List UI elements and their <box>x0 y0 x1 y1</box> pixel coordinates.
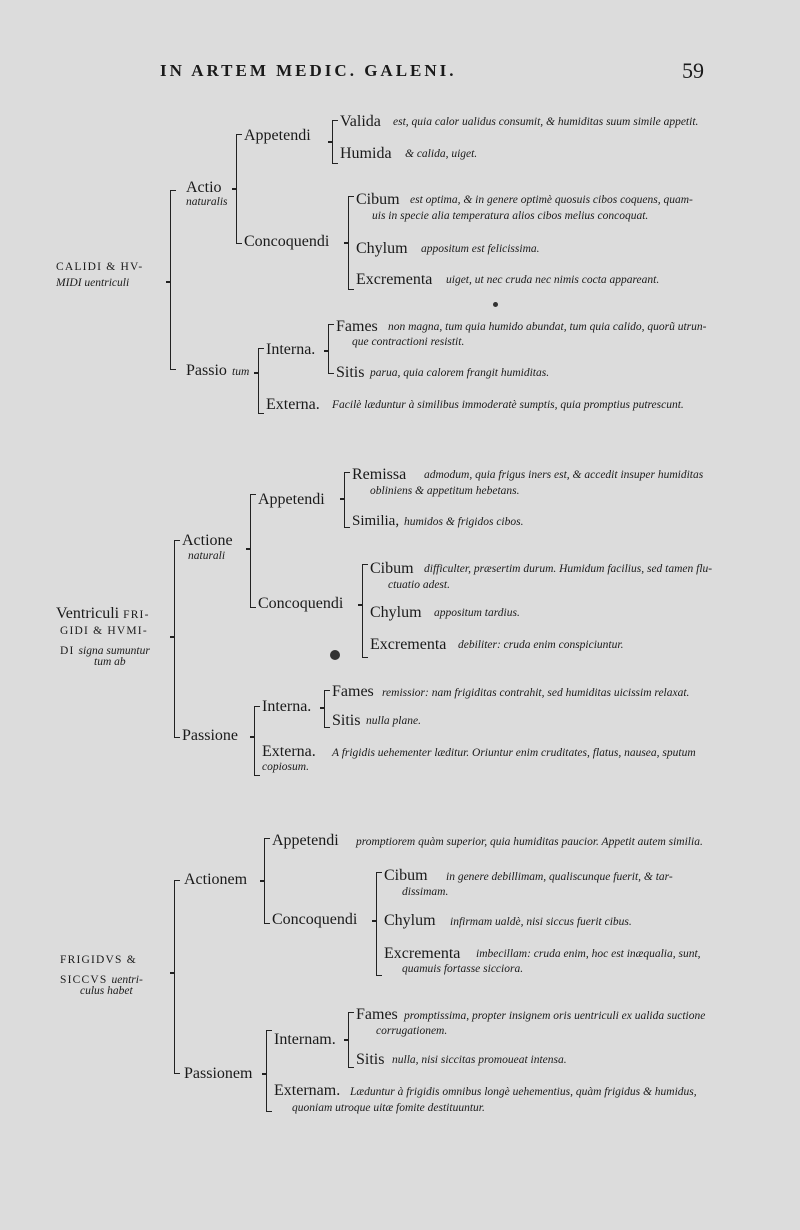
s2-remissa-desc2: obliniens & appetitum hebetans. <box>370 485 520 497</box>
s1-actio-bracket <box>236 134 242 244</box>
s1-externa-desc: Facilè læduntur à similibus immoderatè sumptis, quia promptius putrescunt. <box>332 399 684 411</box>
s2-remissa: Remissa <box>352 466 407 483</box>
s2-passione-bracket <box>254 706 260 776</box>
s2-concoquendi: Concoquendi <box>258 595 344 612</box>
s2-excrementa-desc: debiliter: cruda enim conspiciuntur. <box>458 639 624 651</box>
s2-externa-desc1: A frigidis uehementer læditur. Oriuntur enim cruditates, flatus, nausea, sputum <box>332 747 696 759</box>
s2-passione: Passione <box>182 727 238 744</box>
s1-root-line2: MIDI uentriculi <box>56 277 130 289</box>
s1-sitis-desc: parua, quia calorem frangit humiditas. <box>370 367 550 379</box>
s1-humida-desc: & calida, uiget. <box>405 148 478 160</box>
s2-fames: Fames <box>332 683 374 700</box>
s1-fames-desc1: non magna, tum quia humido abundat, tum quia calido, quorũ utrun- <box>388 321 707 333</box>
s3-sitis-desc: nulla, nisi siccitas promoueat intensa. <box>392 1054 567 1066</box>
s1-valida: Valida <box>340 113 381 130</box>
s1-chylum: Chylum <box>356 240 408 257</box>
ink-spot <box>493 302 498 307</box>
s1-excrementa-desc: uiget, ut nec cruda nec nimis cocta appareant. <box>446 274 660 286</box>
s2-concoquendi-bracket <box>362 564 368 658</box>
s3-passionem-bracket <box>266 1030 272 1112</box>
s2-actione: Actione <box>182 532 233 549</box>
s1-interna: Interna. <box>266 341 316 358</box>
s3-root-bracket <box>174 880 180 1074</box>
s3-fames-desc2: corrugationem. <box>376 1025 448 1037</box>
s1-cibum-desc1: est optima, & in genere optimè quosuis cibos coquens, quam- <box>410 194 693 206</box>
s3-externam-desc1: Læduntur à frigidis omnibus longè uehementius, quàm frigidus & humidus, <box>350 1086 697 1098</box>
s3-internam: Internam. <box>274 1031 336 1048</box>
s2-chylum-desc: appositum tardius. <box>434 607 520 619</box>
s2-similia-desc: humidos & frigidos cibos. <box>404 516 524 528</box>
s1-actio-sub: naturalis <box>186 196 228 208</box>
s3-chylum: Chylum <box>384 912 436 929</box>
s1-root-line1: CALIDI & HV- <box>56 261 144 273</box>
s2-chylum: Chylum <box>370 604 422 621</box>
s3-fames-desc1: promptissima, propter insignem oris uentriculi ex ualida suctione <box>404 1010 706 1022</box>
s3-root-line3: culus habet <box>80 985 133 997</box>
running-title: IN ARTEM MEDIC. GALENI. <box>160 61 457 80</box>
s1-concoquendi-bracket <box>348 196 354 290</box>
s3-excrementa-desc2: quamuis fortasse sicciora. <box>402 963 524 975</box>
s2-sitis-desc: nulla plane. <box>366 715 421 727</box>
s1-cibum: Cibum <box>356 191 400 208</box>
s1-passio-bracket <box>258 348 264 414</box>
page-number: 59 <box>682 58 704 83</box>
s2-externa: Externa. <box>262 743 316 760</box>
s1-appetendi: Appetendi <box>244 127 311 144</box>
s3-cibum-desc1: in genere debillimam, qualiscunque fuerit, & tar- <box>446 871 673 883</box>
s1-sitis: Sitis <box>336 364 365 381</box>
s1-passio: Passio <box>186 362 227 379</box>
s3-chylum-desc: infirmam ualdè, nisi siccus fuerit cibus. <box>450 916 632 928</box>
s1-chylum-desc: appositum est felicissima. <box>421 243 540 255</box>
s3-passionem: Passionem <box>184 1065 253 1082</box>
s1-actio: Actio <box>186 179 222 196</box>
s3-cibum-desc2: dissimam. <box>402 886 449 898</box>
s1-excrementa: Excrementa <box>356 271 433 288</box>
s2-sitis: Sitis <box>332 712 361 729</box>
s2-actione-bracket <box>250 494 256 608</box>
s3-fames: Fames <box>356 1006 398 1023</box>
s1-fames-desc2: que contractioni resistit. <box>352 336 465 348</box>
s2-root-line2: GIDI & HVMI- <box>60 625 148 637</box>
s2-cibum-desc1: difficulter, præsertim durum. Humidum facilius, sed tamen flu- <box>424 563 713 575</box>
s2-similia: Similia, <box>352 513 400 529</box>
ink-blot <box>330 650 340 660</box>
s1-concoquendi: Concoquendi <box>244 233 330 250</box>
s2-appetendi: Appetendi <box>258 491 325 508</box>
s2-root-line3: DI signa sumuntur <box>60 645 150 657</box>
s3-externam-desc2: quoniam utroque uitæ fomite destituuntur. <box>292 1102 485 1114</box>
s3-concoquendi-bracket <box>376 872 382 976</box>
s2-excrementa: Excrementa <box>370 636 447 653</box>
s1-humida: Humida <box>340 145 392 162</box>
s3-concoquendi: Concoquendi <box>272 911 358 928</box>
s3-root-line1: FRIGIDVS & <box>60 954 137 966</box>
s2-remissa-desc1: admodum, quia frigus iners est, & accedit insuper humiditas <box>424 469 704 481</box>
s1-cibum-desc2: uis in specie alia temperatura alios cibos melius concoquat. <box>372 210 649 222</box>
s2-interna-bracket <box>324 690 330 728</box>
s3-externam: Externam. <box>274 1082 341 1099</box>
s1-externa: Externa. <box>266 396 320 413</box>
s1-passio-sub: tum <box>232 366 250 378</box>
s3-root-line2: SICCVS uentri- <box>60 974 143 986</box>
s3-cibum: Cibum <box>384 867 428 884</box>
s2-cibum: Cibum <box>370 560 414 577</box>
s1-root-bracket <box>170 190 176 370</box>
s2-root-line4: tum ab <box>94 656 126 668</box>
s1-fames: Fames <box>336 318 378 335</box>
s1-appetendi-bracket <box>332 120 338 164</box>
s2-root-line1: Ventriculi FRI- <box>56 605 150 622</box>
s2-actione-sub: naturali <box>188 550 226 562</box>
bleed-through-text <box>150 118 790 1078</box>
s3-appetendi: Appetendi <box>272 832 339 849</box>
s3-appetendi-desc: promptiorem quàm superior, quia humiditas paucior. Appetit autem similia. <box>356 836 703 848</box>
s3-actionem: Actionem <box>184 871 248 888</box>
s2-appetendi-bracket <box>344 472 350 528</box>
s2-externa-desc2: copiosum. <box>262 761 309 773</box>
s3-internam-bracket <box>348 1012 354 1068</box>
s3-excrementa-desc1: imbecillam: cruda enim, hoc est inæqualia, sunt, <box>476 948 701 960</box>
s1-valida-desc: est, quia calor ualidus consumit, & humiditas suum simile appetit. <box>393 116 699 128</box>
s2-cibum-desc2: ctuatio adest. <box>388 579 450 591</box>
s1-interna-bracket <box>328 324 334 374</box>
s2-fames-desc: remissior: nam frigiditas contrahit, sed humiditas uicissim relaxat. <box>382 687 690 699</box>
s3-sitis: Sitis <box>356 1051 385 1068</box>
s3-excrementa: Excrementa <box>384 945 461 962</box>
s3-actionem-bracket <box>264 838 270 924</box>
s2-interna: Interna. <box>262 698 312 715</box>
s2-root-bracket <box>174 540 180 738</box>
